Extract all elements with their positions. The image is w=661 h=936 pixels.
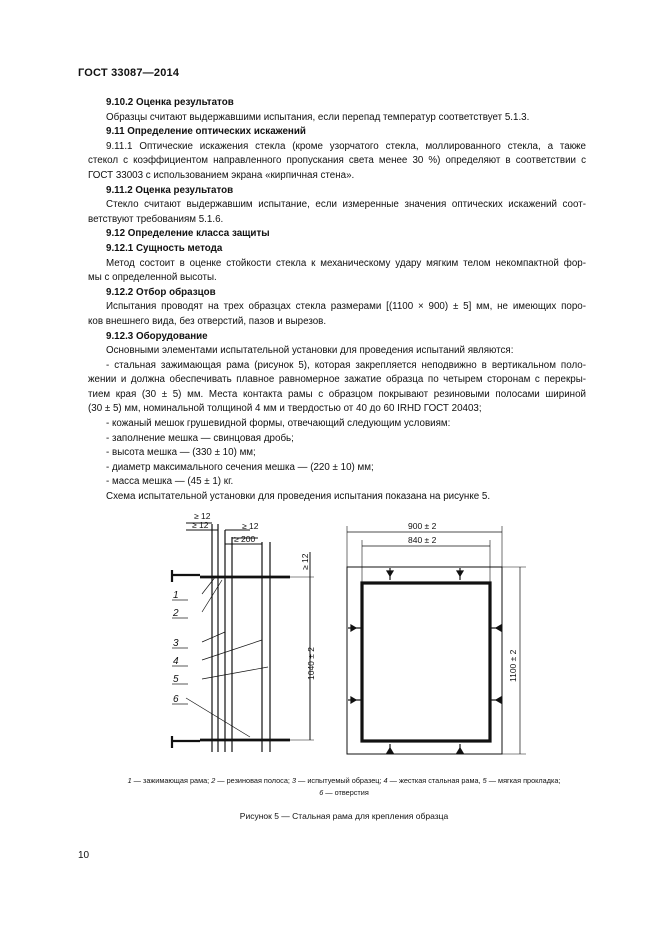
legend-num: 1	[127, 776, 132, 785]
text-line-h-9-11-2: 9.11.2 Оценка результатов	[106, 184, 234, 196]
text-line-h-9-11: 9.11 Определение оптических искажений	[106, 126, 306, 138]
legend-text: резиновая полоса;	[226, 776, 290, 785]
front-view	[347, 526, 526, 754]
specimen-frame	[362, 583, 490, 741]
text-line-p2-1: 9.11.1 Оптические искажения стекла (кроме узорчатого стекла, моллированного стекла, а также	[106, 140, 586, 152]
text-line-p7-4: (30 ± 5) мм, номинальной толщиной 4 мм и твердостью от 40 до 60 IRHD ГОСТ 20403;	[88, 403, 482, 415]
figure-legend	[78, 775, 610, 798]
clamp-arrows	[348, 568, 502, 754]
text-line-p11: - диаметр максимального сечения мешка — (220 ± 10) мм;	[106, 461, 374, 473]
figure-caption: Рисунок 5 — Стальная рама для крепления образца	[239, 811, 449, 821]
callout-1: 1	[173, 590, 179, 601]
text-line-h-9-12-3: 9.12.3 Оборудование	[106, 330, 208, 342]
legend-dash: —	[488, 776, 497, 785]
text-line-h-9-12: 9.12 Определение класса защиты	[106, 228, 270, 240]
legend-dash: —	[133, 776, 141, 785]
text-line-p7-3: тием края (30 ± 5) мм. Места контакта рамы с образцом покрывают резиновыми полосами шириной	[88, 388, 586, 400]
legend-text: зажимающая рама;	[143, 776, 210, 785]
text-line-h-9-12-1: 9.12.1 Сущность метода	[106, 242, 223, 254]
legend-text: испытуемый образец;	[307, 776, 382, 785]
legend-line-2	[78, 787, 610, 799]
callout-3: 3	[173, 638, 179, 649]
legend-num: 6	[319, 787, 324, 797]
callout-2: 2	[173, 608, 179, 619]
text-line-p6: Основными элементами испытательной установки для проведения испытаний являются:	[106, 345, 514, 357]
callout-6: 6	[173, 694, 179, 705]
leader-1	[202, 576, 216, 594]
legend-num: 2	[211, 776, 216, 785]
legend-dash: —	[298, 776, 306, 785]
legend-dash: —	[217, 776, 225, 785]
leader-3	[202, 632, 225, 642]
figure-5	[150, 512, 530, 772]
text-line-h-9-12-2: 9.12.2 Отбор образцов	[106, 286, 216, 298]
text-line-p3-2: ветствуют требованиям 5.1.6.	[88, 213, 224, 225]
text-line-p12: - масса мешка — (45 ± 1) кг.	[106, 476, 234, 488]
dim-label-3: ≥ 12	[242, 521, 259, 531]
inner-width-label: 840 ± 2	[408, 535, 437, 545]
body-text	[88, 96, 586, 505]
legend-num: 3	[291, 776, 296, 785]
legend-text: жесткая стальная рама,	[398, 776, 481, 785]
callout-5: 5	[173, 674, 179, 685]
text-line-p1: Образцы считают выдержавшими испытания, если перепад температур соответствует 5.1.3.	[106, 111, 530, 123]
section-view	[172, 523, 314, 752]
outer-frame	[347, 567, 502, 754]
text-line-p9: - заполнение мешка — свинцовая дробь;	[106, 432, 294, 444]
text-line-p2-2: стекол с коэффициентом направленного пропускания света менее 30 %) определяют в соответствии с	[88, 155, 586, 167]
dim-label-5: ≥ 12	[300, 553, 310, 570]
legend-dash: —	[325, 787, 333, 797]
text-line-p2-3: ГОСТ 33003 с использованием экрана «кирпичная стена».	[88, 169, 355, 181]
dim-label-1: ≥ 12	[194, 512, 211, 521]
top-clamp-bracket	[172, 570, 200, 582]
text-line-p5-1: Испытания проводят на трех образцах стекла размерами [(1100 × 900) ± 5] мм, не имеющих поро-	[106, 301, 586, 313]
text-line-p8: - кожаный мешок грушевидной формы, отвечающий следующим условиям:	[106, 418, 451, 430]
text-line-h-9-10-2: 9.10.2 Оценка результатов	[106, 97, 234, 108]
callout-numbers	[172, 590, 179, 705]
page-number: 10	[78, 850, 90, 861]
text-line-p7-1: - стальная зажимающая рама (рисунок 5), которая закрепляется неподвижно в вертикальном поло-	[106, 359, 586, 371]
text-line-p13: Схема испытательной установки для проведения испытания показана на рисунке 5.	[106, 491, 491, 503]
legend-num: 4	[383, 776, 388, 785]
height-label: 1100 ± 2	[508, 649, 518, 682]
text-line-p10: - высота мешка — (330 ± 10) мм;	[106, 447, 256, 459]
legend-line-1	[78, 775, 610, 787]
dim-label-2: ≥ 12	[192, 520, 209, 530]
dim-label-4: ≥ 200	[234, 534, 256, 544]
text-line-p3-1: Стекло считают выдержавшим испытание, если измеренные значения оптических искажений соот-	[106, 199, 586, 211]
legend-dash: —	[389, 776, 397, 785]
dim-label-height: 1040 ± 2	[306, 646, 316, 680]
text-line-p5-2: ков внешнего вида, без отверстий, пазов и вырезов.	[88, 315, 327, 327]
outer-width-label: 900 ± 2	[408, 521, 437, 531]
legend-text: отверстия	[334, 787, 369, 797]
section-dim-labels	[192, 512, 316, 680]
text-line-p4-2: мы с определенной высоты.	[88, 272, 217, 284]
legend-text: мягкая прокладка;	[498, 776, 561, 785]
bottom-clamp-bracket	[172, 736, 200, 748]
text-line-p4-1: Метод состоит в оценке стойкости стекла к механическому удару мягким телом некомпактной фор-	[106, 257, 586, 269]
callout-4: 4	[173, 656, 179, 667]
document-header: ГОСТ 33087—2014	[78, 67, 180, 79]
text-line-p7-2: жении и должна обеспечивать плавное равномерное зажатие образца по четырем сторонам с перекры-	[88, 374, 586, 386]
legend-num: 5	[482, 776, 487, 785]
